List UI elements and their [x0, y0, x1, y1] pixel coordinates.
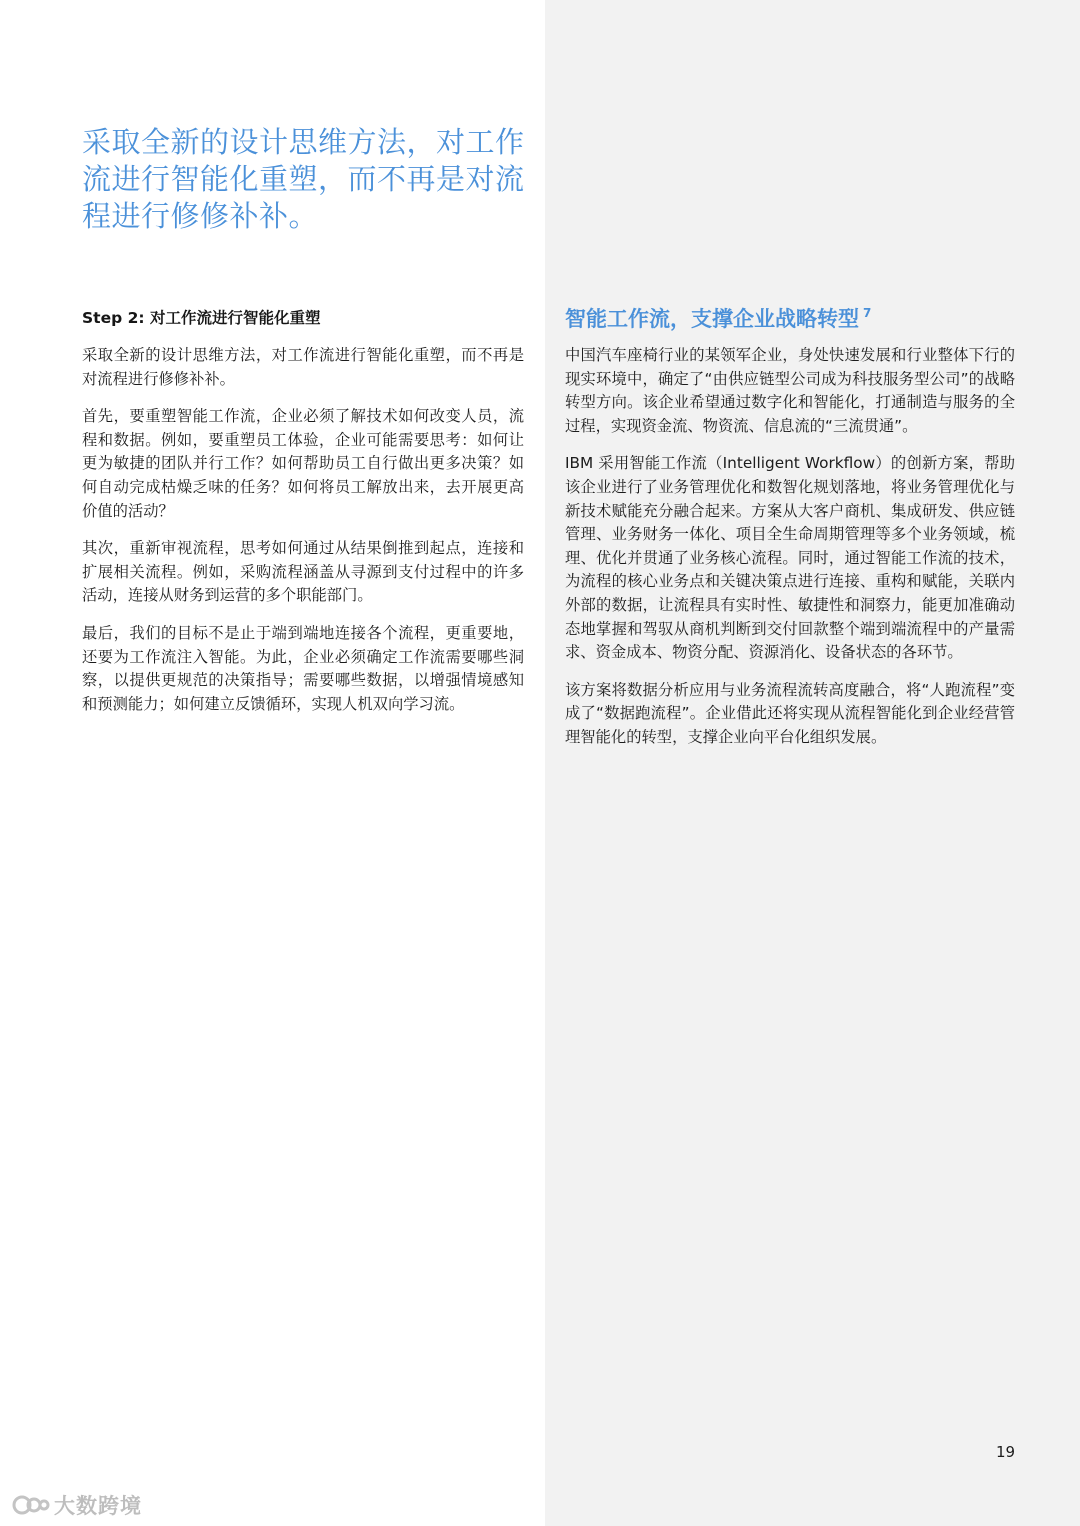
watermark	[10, 1490, 142, 1520]
case-study-paragraph: 该方案将数据分析应用与业务流程流转高度融合，将“人跑流程”变成了“数据跑流程”。企业借此还将实现从流程智能化到企业经营管理智能化的转型，支撑企业向平台化组织发展。	[565, 680, 1015, 746]
watermark-logo-icon	[10, 1493, 50, 1517]
article-paragraph: 其次，重新审视流程，思考如何通过从结果倒推到起点，连接和扩展相关流程。例如，采购流程涵盖从寻源到支付过程中的许多活动，连接从财务到运营的多个职能部门。	[82, 539, 524, 605]
case-study-paragraph: 中国汽车座椅行业的某领军企业，身处快速发展和行业整体下行的现实环境中，确定了“由供应链型公司成为科技服务型公司”的战略转型方向。该企业希望通过数字化和智能化，打通制造与服务的全过程，实现资金流、物资流、信息流的“三流贯通”。	[565, 346, 1015, 435]
watermark-text: 大数跨境	[54, 1494, 142, 1518]
step-title: Step 2: 对工作流进行智能化重塑	[82, 309, 321, 327]
case-study-title-text: 智能工作流，支撑企业战略转型	[565, 307, 859, 331]
footnote-marker: 7	[863, 306, 872, 320]
case-study-body	[565, 344, 1015, 764]
case-study-title	[565, 304, 1025, 334]
page-number: 19	[996, 1443, 1016, 1461]
article-paragraph: 采取全新的设计思维方法，对工作流进行智能化重塑，而不再是对流程进行修修补补。	[82, 346, 524, 388]
main-article	[82, 344, 524, 730]
article-paragraph: 最后，我们的目标不是止于端到端地连接各个流程，更重要地，还要为工作流注入智能。为此，企业必须确定工作流需要哪些洞察，以提供更规范的决策指导；需要哪些数据，以增强情境感知和预测能力；如何建立反馈循环，实现人机双向学习流。	[82, 623, 524, 713]
page-headline: 采取全新的设计思维方法，对工作流进行智能化重塑，而不再是对流程进行修修补补。	[82, 125, 525, 233]
article-paragraph: 首先，要重塑智能工作流，企业必须了解技术如何改变人员，流程和数据。例如，要重塑员工体验，企业可能需要思考：如何让更为敏捷的团队并行工作？如何帮助员工自行做出更多决策？如何自动完成枯燥乏味的任务？如何将员工解放出来，去开展更高价值的活动？	[82, 407, 524, 520]
case-study-paragraph: IBM 采用智能工作流（Intelligent Workflow）的创新方案，帮助该企业进行了业务管理优化和数智化规划落地，将业务管理优化与新技术赋能充分融合起来。方案从大客户商机、集成研发、供应链管理、业务财务一体化、项目全生命周期管理等多个业务领域，梳理、优化并贯通了业务核心流程。同时，通过智能工作流的技术，为流程的核心业务点和关键决策点进行连接、重构和赋能，关联内外部的数据，让流程具有实时性、敏捷性和洞察力，能更加准确动态地掌握和驾驭从商机判断到交付回款整个端到端流程中的产量需求、资金成本、物资分配、资源消化、设备状态的各环节。	[565, 454, 1015, 662]
